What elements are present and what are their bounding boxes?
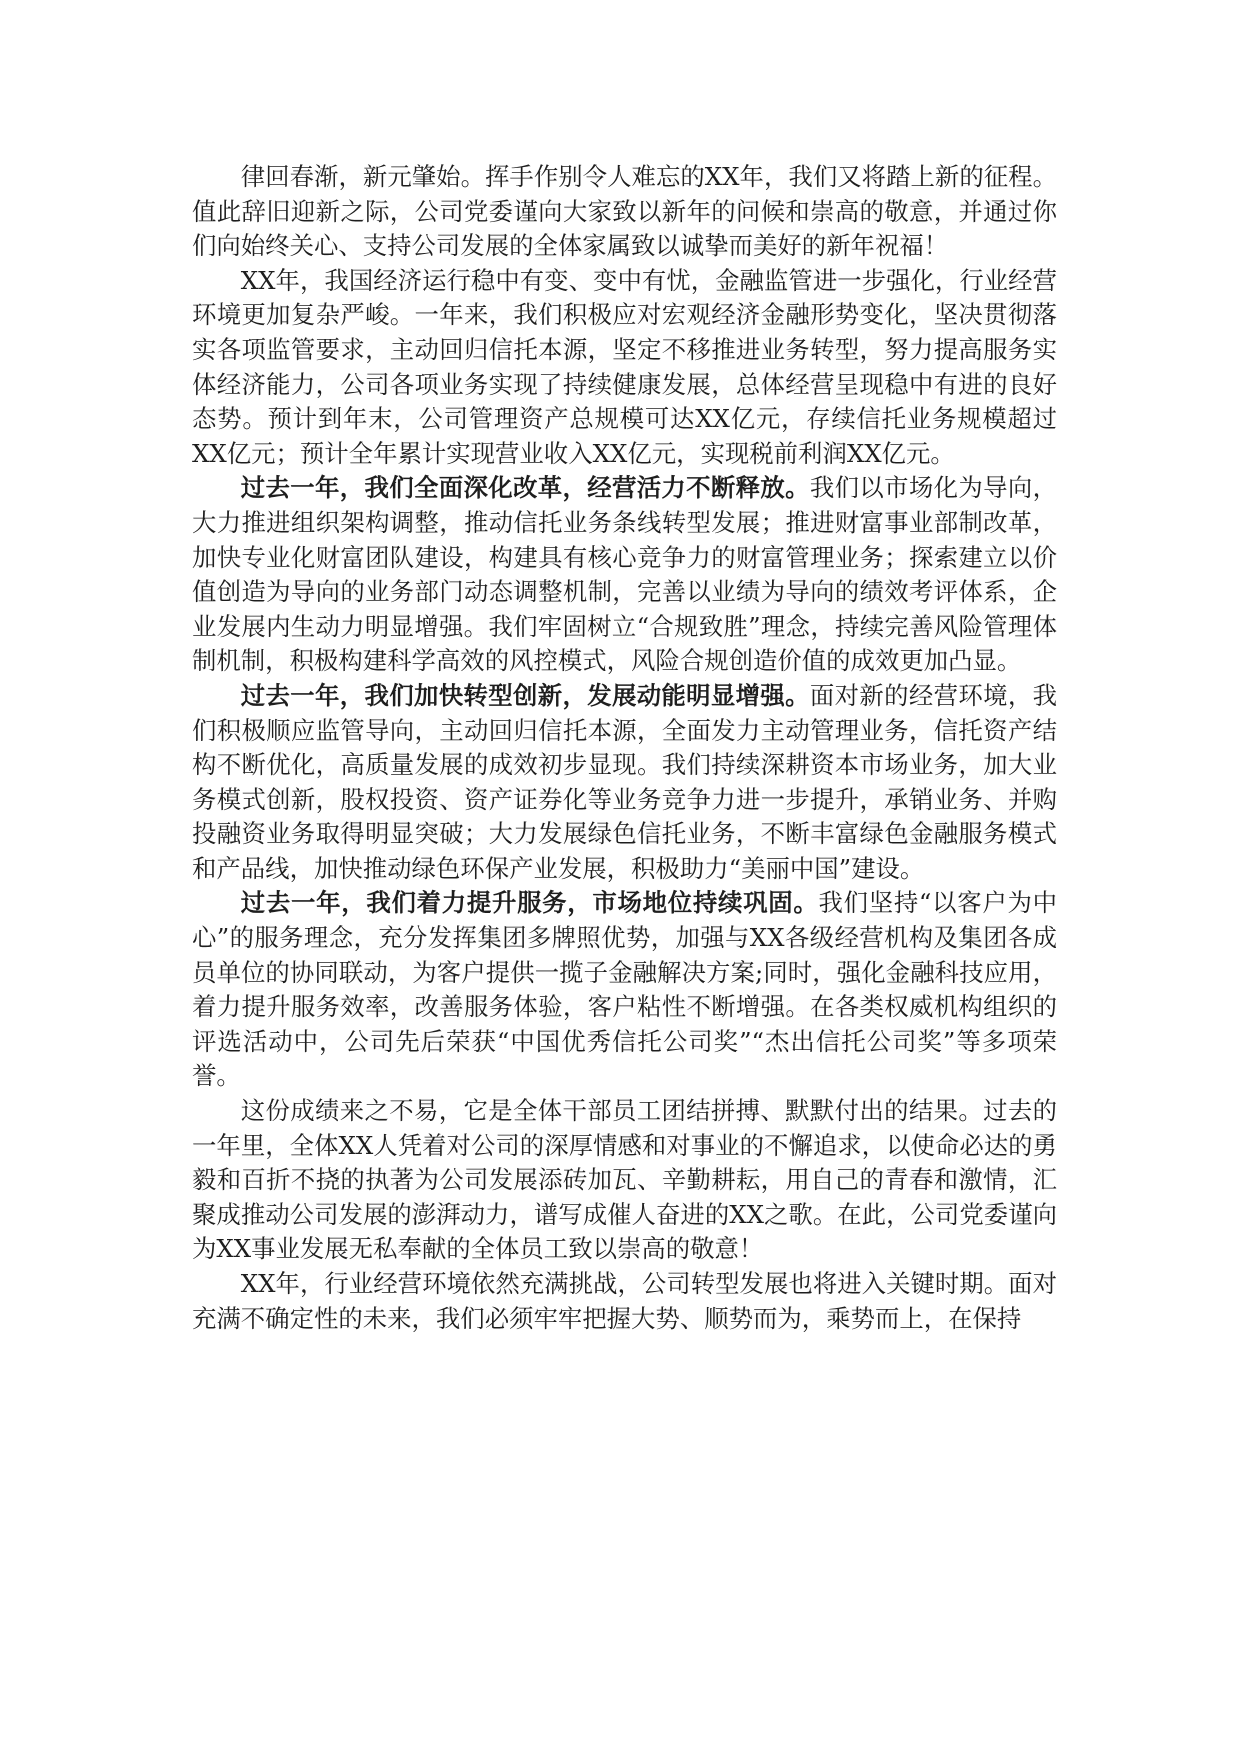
- document-body: [192, 160, 1057, 1336]
- paragraph-innovation-heading: 过去一年，我们加快转型创新，发展动能明显增强。: [240, 680, 810, 710]
- paragraph-outlook: XX年，行业经营环境依然充满挑战，公司转型发展也将进入关键时期。面对充满不确定性的未来，我们必须牢牢把握大势、顺势而为，乘势而上，在保持: [192, 1269, 1057, 1333]
- paragraph-innovation: 过去一年，我们加快转型创新，发展动能明显增强。面对新的经营环境，我们积极顺应监管导向，主动回归信托本源，全面发力主动管理业务，信托资产结构不断优化，高质量发展的成效初步显现。我们持续深耕资本市场业务，加大业务模式创新，股权投资、资产证券化等业务竞争力进一步提升，承销业务、并购投融资业务取得明显突破；大力发展绿色信托业务，不断丰富绿色金融服务模式和产品线，加快推动绿色环保产业发展，积极助力“美丽中国”建设。: [192, 680, 1057, 883]
- paragraph-service-heading: 过去一年，我们着力提升服务，市场地位持续巩固。: [240, 888, 819, 918]
- paragraph-service: 过去一年，我们着力提升服务，市场地位持续巩固。我们坚持“以客户为中心”的服务理念，充分发挥集团多牌照优势，加强与XX各级经营机构及集团各成员单位的协同联动，为客户提供一揽子金融解决方案;同时，强化金融科技应用，着力提升服务效率，改善服务体验，客户粘性不断增强。在各类权威机构组织的评选活动中，公司先后荣获“中国优秀信托公司奖”“杰出信托公司奖”等多项荣誉。: [192, 888, 1057, 1091]
- paragraph-intro: 律回春渐，新元肇始。挥手作别令人难忘的XX年，我们又将踏上新的征程。值此辞旧迎新之际，公司党委谨向大家致以新年的问候和崇高的敬意，并通过你们向始终关心、支持公司发展的全体家属致以诚挚而美好的新年祝福！: [192, 162, 1057, 261]
- paragraph-review: XX年，我国经济运行稳中有变、变中有忧，金融监管进一步强化，行业经营环境更加复杂严峻。一年来，我们积极应对宏观经济金融形势变化，坚决贯彻落实各项监管要求，主动回归信托本源，坚定不移推进业务转型，努力提高服务实体经济能力，公司各项业务实现了持续健康发展，总体经营呈现稳中有进的良好态势。预计到年末，公司管理资产总规模可达XX亿元，存续信托业务规模超过XX亿元；预计全年累计实现营业收入XX亿元，实现税前利润XX亿元。: [192, 265, 1057, 468]
- paragraph-gratitude: 这份成绩来之不易，它是全体干部员工团结拼搏、默默付出的结果。过去的一年里，全体XX人凭着对公司的深厚情感和对事业的不懈追求，以使命必达的勇毅和百折不挠的执著为公司发展添砖加瓦、辛勤耕耘，用自己的青春和激情，汇聚成推动公司发展的澎湃动力，谱写成催人奋进的XX之歌。在此，公司党委谨向为XX事业发展无私奉献的全体员工致以崇高的敬意！: [192, 1096, 1057, 1264]
- paragraph-reform: 过去一年，我们全面深化改革，经营活力不断释放。我们以市场化为导向，大力推进组织架构调整，推动信托业务条线转型发展；推进财富事业部制改革，加快专业化财富团队建设，构建具有核心竞争力的财富管理业务；探索建立以价值创造为导向的业务部门动态调整机制，完善以业绩为导向的绩效考评体系，企业发展内生动力明显增强。我们牢固树立“合规致胜”理念，持续完善风险管理体制机制，积极构建科学高效的风控模式，风险合规创造价值的成效更加凸显。: [192, 473, 1057, 676]
- paragraph-reform-heading: 过去一年，我们全面深化改革，经营活力不断释放。: [240, 473, 810, 503]
